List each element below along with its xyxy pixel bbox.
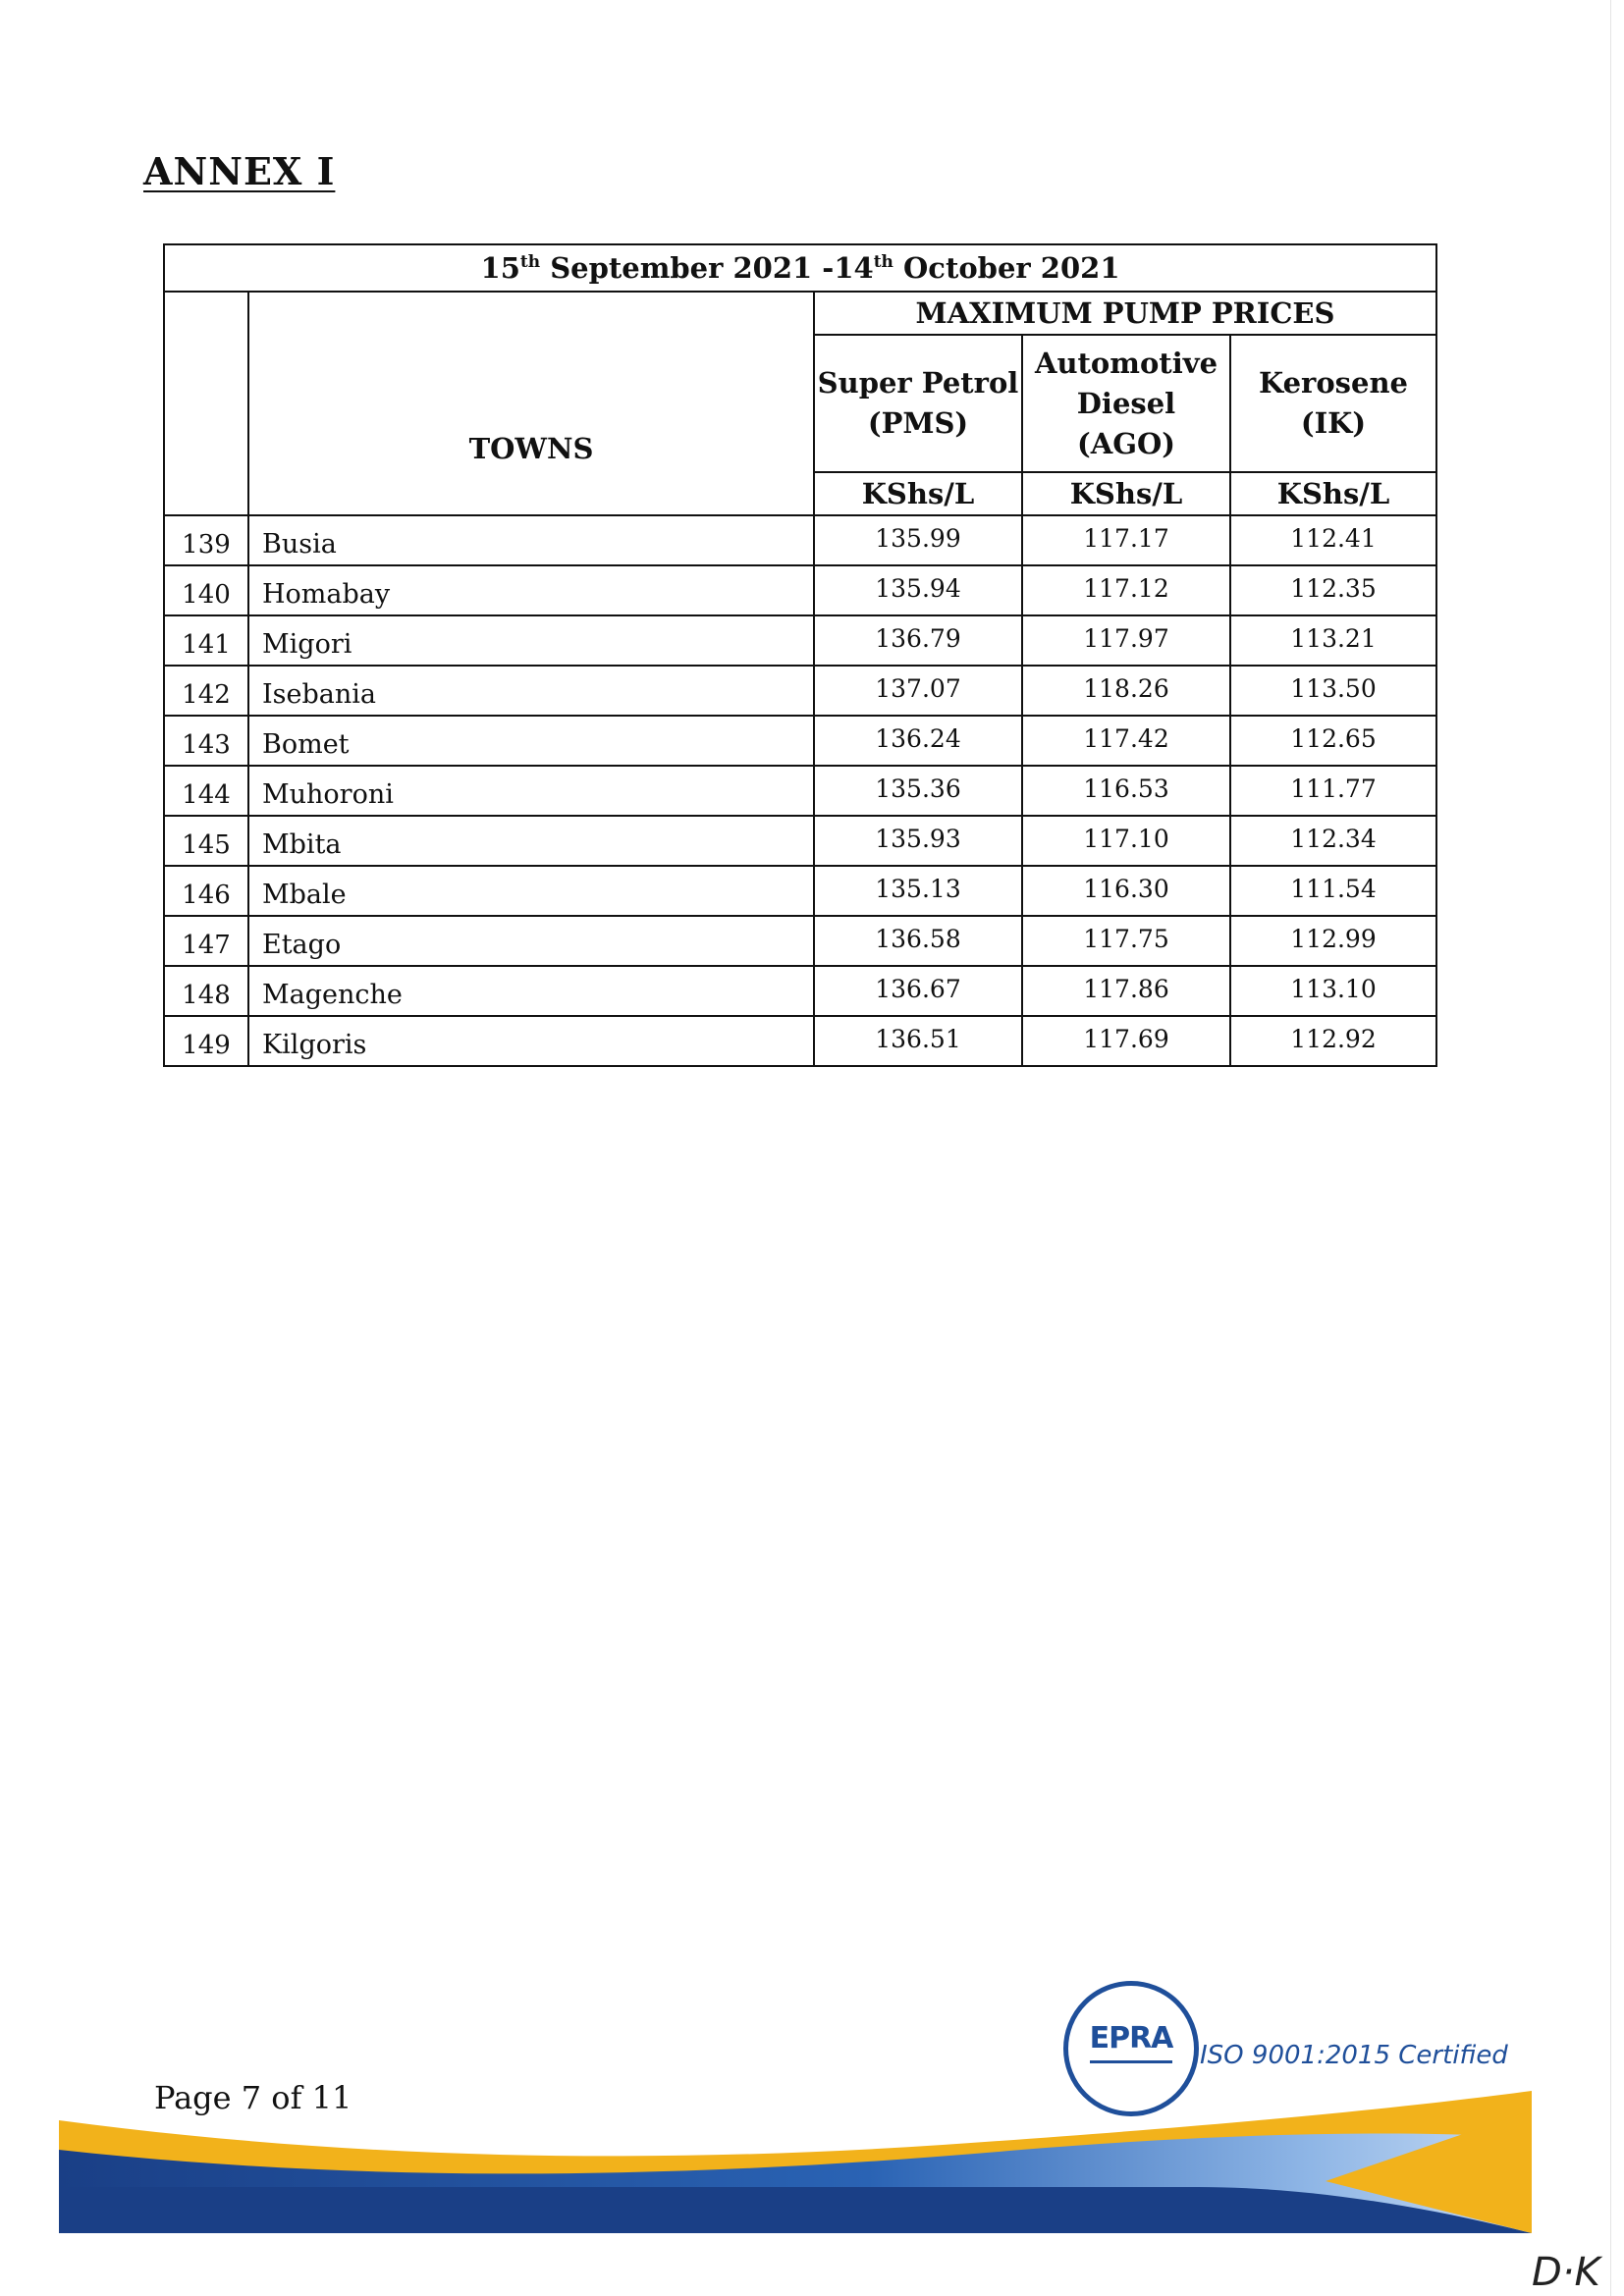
town-name: Mbita [248, 816, 814, 866]
town-name: Bomet [248, 716, 814, 766]
price-pms: 135.99 [814, 515, 1022, 565]
town-name: Magenche [248, 966, 814, 1016]
price-ik: 113.50 [1230, 666, 1436, 716]
price-ik: 111.77 [1230, 766, 1436, 816]
price-ik: 112.65 [1230, 716, 1436, 766]
row-number: 148 [164, 966, 248, 1016]
price-ago: 117.69 [1022, 1016, 1230, 1066]
table-row [164, 1016, 1436, 1066]
logo-underline [1090, 2060, 1172, 2063]
price-pms: 135.94 [814, 565, 1022, 615]
row-number: 145 [164, 816, 248, 866]
price-pms: 136.58 [814, 916, 1022, 966]
town-name: Kilgoris [248, 1016, 814, 1066]
price-ago: 117.12 [1022, 565, 1230, 615]
handwritten-initials: D·K [1532, 2250, 1600, 2295]
price-ik: 113.21 [1230, 615, 1436, 666]
unit-header-ago: KShs/L [1022, 472, 1230, 515]
period-header: 15th September 2021 -14th October 2021 [164, 244, 1436, 292]
row-number: 147 [164, 916, 248, 966]
page-number: Page 7 of 11 [154, 2079, 352, 2116]
table-row [164, 515, 1436, 565]
table-row [164, 816, 1436, 866]
table-row [164, 966, 1436, 1016]
price-ik: 112.92 [1230, 1016, 1436, 1066]
table-row [164, 615, 1436, 666]
row-number: 143 [164, 716, 248, 766]
wave-blue-dark [59, 2187, 1532, 2233]
row-number: 144 [164, 766, 248, 816]
row-number: 149 [164, 1016, 248, 1066]
footer-wave-banner [59, 2091, 1532, 2233]
price-ago: 117.10 [1022, 816, 1230, 866]
row-number: 139 [164, 515, 248, 565]
price-ik: 113.10 [1230, 966, 1436, 1016]
price-ago: 116.53 [1022, 766, 1230, 816]
price-pms: 136.67 [814, 966, 1022, 1016]
product-header-pms: Super Petrol (PMS) [814, 335, 1022, 472]
price-ik: 112.35 [1230, 565, 1436, 615]
town-name: Mbale [248, 866, 814, 916]
row-number: 141 [164, 615, 248, 666]
pump-prices-table [163, 243, 1437, 1067]
product-header-ago: Automotive Diesel (AGO) [1022, 335, 1230, 472]
unit-header-ik: KShs/L [1230, 472, 1436, 515]
price-pms: 135.13 [814, 866, 1022, 916]
unit-header-pms: KShs/L [814, 472, 1022, 515]
price-pms: 136.51 [814, 1016, 1022, 1066]
town-name: Muhoroni [248, 766, 814, 816]
town-name: Migori [248, 615, 814, 666]
table-row [164, 916, 1436, 966]
price-ik: 112.41 [1230, 515, 1436, 565]
iso-certification: ISO 9001:2015 Certified [1200, 2041, 1508, 2070]
price-ago: 118.26 [1022, 666, 1230, 716]
max-pump-prices-header: MAXIMUM PUMP PRICES [814, 292, 1436, 335]
epra-logo-text: EPRA [1089, 2021, 1173, 2056]
table-row [164, 716, 1436, 766]
price-ago: 116.30 [1022, 866, 1230, 916]
table-row [164, 866, 1436, 916]
price-pms: 135.93 [814, 816, 1022, 866]
price-ago: 117.97 [1022, 615, 1230, 666]
product-header-ik: Kerosene (IK) [1230, 335, 1436, 472]
price-ik: 111.54 [1230, 866, 1436, 916]
number-header [164, 292, 248, 515]
price-ago: 117.86 [1022, 966, 1230, 1016]
table-row [164, 766, 1436, 816]
price-ik: 112.99 [1230, 916, 1436, 966]
price-ago: 117.17 [1022, 515, 1230, 565]
price-pms: 137.07 [814, 666, 1022, 716]
town-name: Busia [248, 515, 814, 565]
towns-header: TOWNS [248, 292, 814, 515]
price-pms: 136.79 [814, 615, 1022, 666]
price-pms: 136.24 [814, 716, 1022, 766]
town-name: Etago [248, 916, 814, 966]
town-name: Homabay [248, 565, 814, 615]
annex-title: ANNEX I [143, 149, 336, 193]
table-row [164, 565, 1436, 615]
row-number: 140 [164, 565, 248, 615]
price-pms: 135.36 [814, 766, 1022, 816]
row-number: 142 [164, 666, 248, 716]
price-ago: 117.75 [1022, 916, 1230, 966]
town-name: Isebania [248, 666, 814, 716]
table-row [164, 666, 1436, 716]
price-ik: 112.34 [1230, 816, 1436, 866]
row-number: 146 [164, 866, 248, 916]
price-ago: 117.42 [1022, 716, 1230, 766]
page-edge [1610, 0, 1611, 2296]
